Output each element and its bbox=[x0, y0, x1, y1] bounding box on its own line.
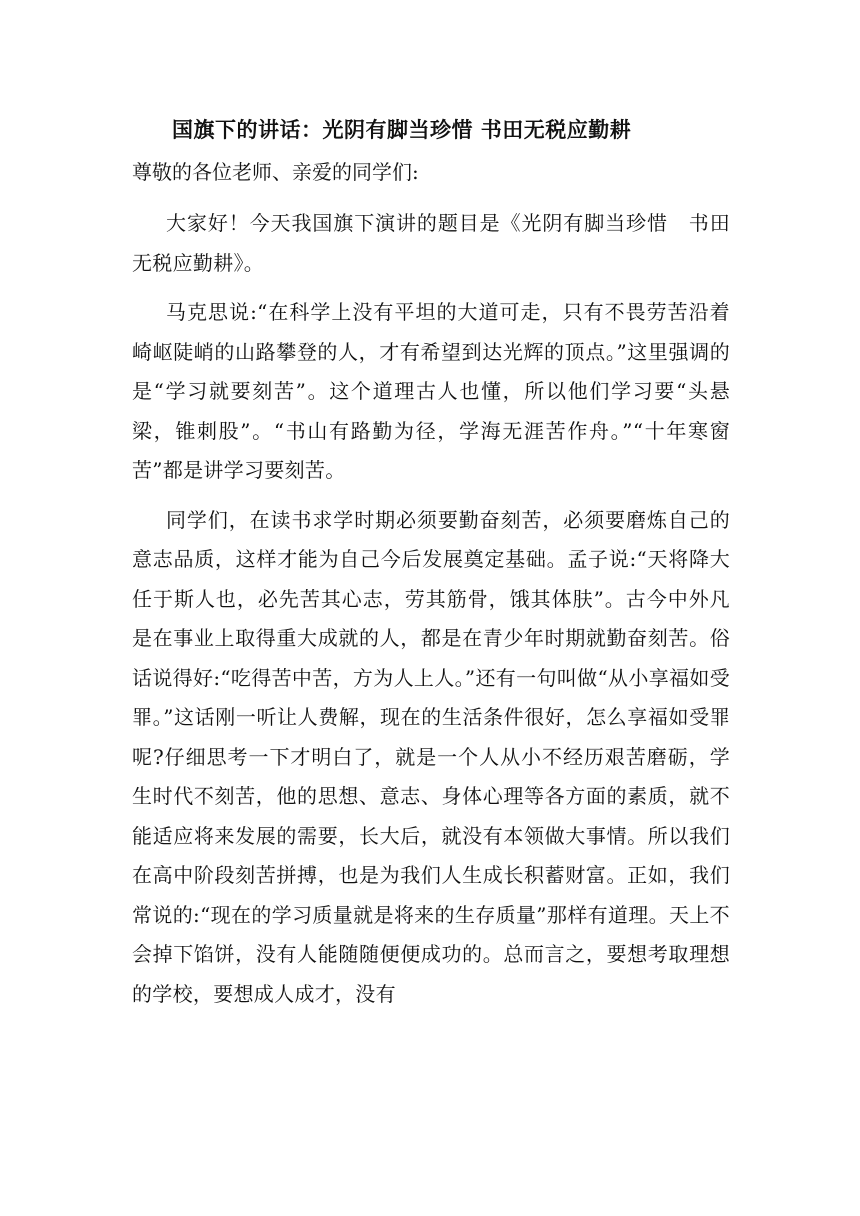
document-title: 国旗下的讲话：光阴有脚当珍惜 书田无税应勤耕 bbox=[172, 117, 632, 142]
paragraph-marx-quote: 马克思说:“在科学上没有平坦的大道可走，只有不畏劳苦沿着崎岖陡峭的山路攀登的人，才有希望到达光辉的顶点。”这里强调的是“学习就要刻苦”。这个道理古人也懂，所以他们学习要“头悬梁，锥刺股”。“书山有路勤为径，学海无涯苦作舟。”“十年寒窗苦”都是讲学习要刻苦。 bbox=[132, 300, 730, 482]
salutation: 尊敬的各位老师、亲爱的同学们: bbox=[132, 160, 419, 184]
paragraph-greeting: 大家好！今天我国旗下演讲的题目是《光阴有脚当珍惜 书田无税应勤耕》。 bbox=[132, 211, 730, 275]
paragraph-diligence: 同学们，在读书求学时期必须要勤奋刻苦，必须要磨炼自己的意志品质，这样才能为自己今后发展奠定基础。孟子说:“天将降大任于斯人也，必先苦其心志，劳其筋骨，饿其体肤”。古今中外凡是在事业上取得重大成就的人，都是在青少年时期就勤奋刻苦。俗话说得好:“吃得苦中苦，方为人上人。”还有一句叫做“从小享福如受罪。”这话刚一听让人费解，现在的生活条件很好，怎么享福如受罪呢?仔细思考一下才明白了，就是一个人从小不经历艰苦磨砺，学生时代不刻苦，他的思想、意志、身体心理等各方面的素质，就不能适应将来发展的需要，长大后，就没有本领做大事情。所以我们在高中阶段刻苦拼搏，也是为我们人生成长积蓄财富。正如，我们常说的:“现在的学习质量就是将来的生存质量”那样有道理。天上不会掉下馅饼，没有人能随随便便成功的。总而言之，要想考取理想的学校，要想成人成才，没有 bbox=[132, 507, 730, 1006]
document-body bbox=[132, 112, 730, 1014]
